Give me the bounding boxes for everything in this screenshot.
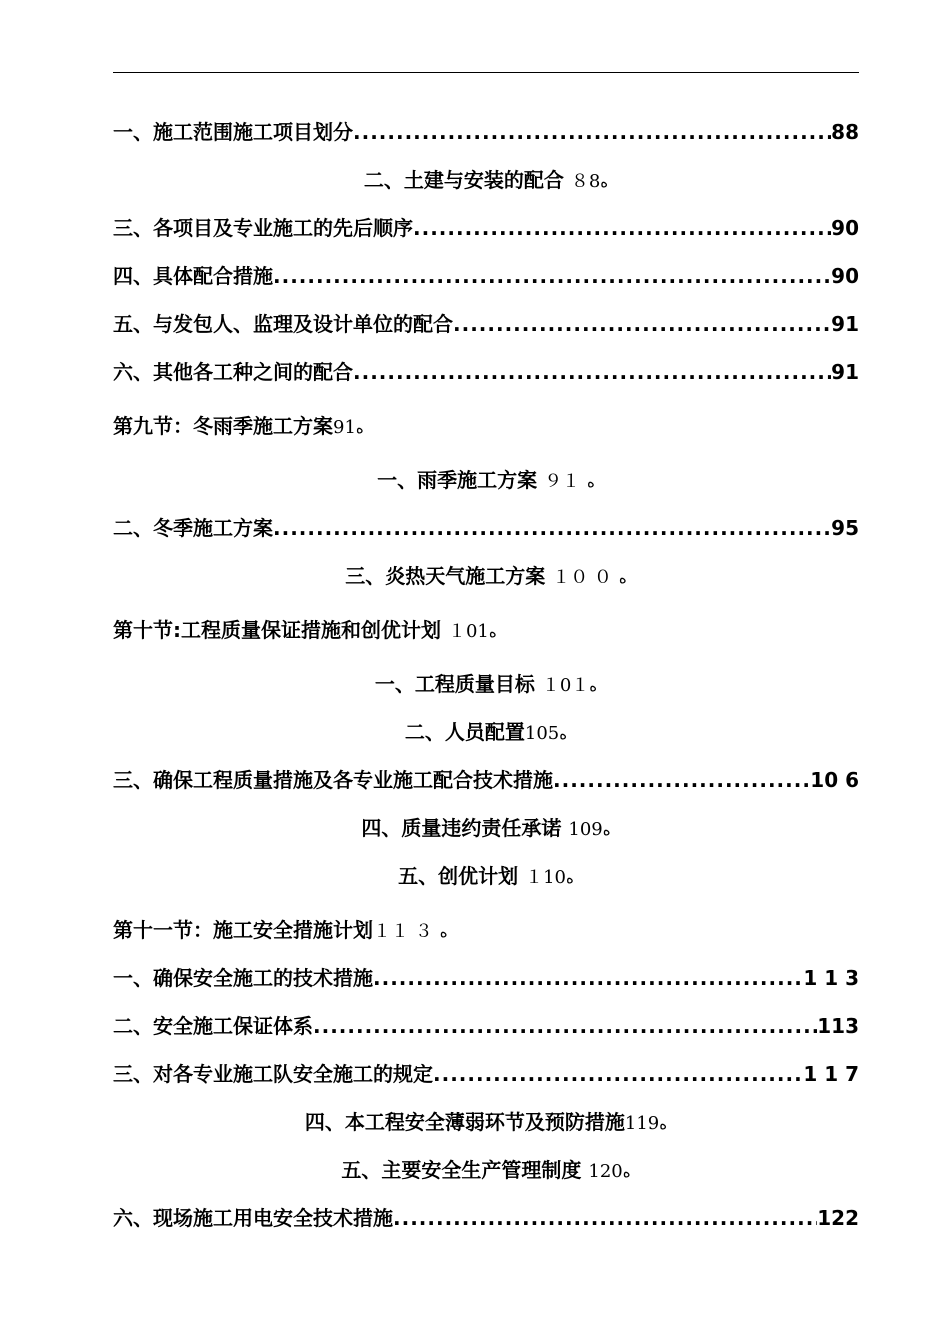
toc-entry-page: １01 bbox=[447, 621, 489, 642]
dot-leader bbox=[373, 966, 803, 990]
toc-entry-page: 95 bbox=[831, 516, 859, 540]
paragraph-mark: ه bbox=[602, 821, 611, 839]
toc-entry-title: 第十节:工程质量保证措施和创优计划 bbox=[113, 618, 441, 642]
toc-entry-title: 三、炎热天气施工方案 bbox=[345, 564, 546, 588]
dot-leader bbox=[553, 768, 810, 792]
toc-entry[interactable] bbox=[113, 120, 859, 144]
toc-entry-title: 四、质量违约责任承诺 bbox=[361, 816, 562, 840]
dot-leader bbox=[413, 216, 831, 240]
toc-entry[interactable] bbox=[113, 516, 859, 540]
toc-section-heading[interactable] bbox=[113, 618, 859, 642]
toc-entry-title: 二、冬季施工方案 bbox=[113, 516, 273, 540]
toc-entry-title: 四、具体配合措施 bbox=[113, 264, 273, 288]
dot-leader bbox=[273, 264, 831, 288]
toc-entry[interactable] bbox=[113, 468, 859, 492]
paragraph-mark: ه bbox=[488, 623, 497, 641]
toc-entry-page: 120 bbox=[588, 1161, 623, 1182]
paragraph-mark: ه bbox=[566, 869, 574, 887]
toc-entry-page: １10 bbox=[525, 867, 566, 888]
toc-entry-title: 二、土建与安装的配合 bbox=[363, 168, 564, 192]
toc-entry-title: 六、其他各工种之间的配合 bbox=[113, 360, 353, 384]
toc-entry[interactable] bbox=[113, 216, 859, 240]
paragraph-mark: ه bbox=[622, 1163, 631, 1181]
toc-entry-page: ８8 bbox=[570, 171, 601, 192]
toc-entry-title: 第十一节：施工安全措施计划 bbox=[113, 918, 373, 942]
toc-section-heading[interactable] bbox=[113, 918, 859, 942]
toc-entry[interactable] bbox=[113, 1206, 859, 1230]
toc-entry-title: 二、安全施工保证体系 bbox=[113, 1014, 313, 1038]
toc-entry-title: 三、对各专业施工队安全施工的规定 bbox=[113, 1062, 433, 1086]
toc-entry[interactable] bbox=[113, 1158, 859, 1182]
toc-entry[interactable] bbox=[113, 1014, 859, 1038]
toc-entry[interactable] bbox=[113, 966, 859, 990]
toc-entry-page: 1 1 3 bbox=[803, 966, 859, 990]
toc-entry-page: 109 bbox=[568, 819, 603, 840]
toc-entry-page: 119 bbox=[624, 1113, 660, 1134]
toc-entry-page: 113 bbox=[817, 1014, 859, 1038]
paragraph-mark: ه bbox=[589, 677, 598, 695]
toc-entry-page: 88 bbox=[831, 120, 859, 144]
dot-leader bbox=[393, 1206, 817, 1230]
dot-leader bbox=[433, 1062, 803, 1086]
header-rule bbox=[113, 72, 859, 73]
toc-entry-page: １0１ bbox=[541, 675, 590, 696]
toc-entry[interactable] bbox=[113, 1110, 859, 1134]
toc-entry-title: 五、创优计划 bbox=[398, 864, 519, 888]
toc-entry-page: 91 bbox=[333, 417, 356, 438]
toc-entry-page: １１ ３ bbox=[373, 921, 433, 942]
dot-leader bbox=[273, 516, 831, 540]
toc-entry-page: 122 bbox=[817, 1206, 859, 1230]
toc-entry[interactable] bbox=[113, 768, 859, 792]
toc-entry-page: 1 1 7 bbox=[803, 1062, 859, 1086]
toc-entry-page: 91 bbox=[831, 360, 859, 384]
dot-leader bbox=[313, 1014, 817, 1038]
toc-entry[interactable] bbox=[113, 312, 859, 336]
dot-leader bbox=[353, 360, 831, 384]
toc-entry-page: 90 bbox=[831, 264, 859, 288]
toc-entry-page: １０ ０ bbox=[552, 567, 612, 588]
toc-entry[interactable] bbox=[113, 564, 859, 588]
toc-entry-page: 90 bbox=[831, 216, 859, 240]
toc-entry-title: 一、工程质量目标 bbox=[374, 672, 535, 696]
toc-entry-title: 二、人员配置 bbox=[404, 720, 525, 744]
paragraph-mark: ه bbox=[355, 419, 364, 437]
toc-entry-page: ９１ bbox=[544, 471, 581, 492]
toc-entry-title: 五、与发包人、监理及设计单位的配合 bbox=[113, 312, 453, 336]
toc-entry-title: 五、主要安全生产管理制度 bbox=[341, 1158, 582, 1182]
toc-entry-title: 六、现场施工用电安全技术措施 bbox=[113, 1206, 393, 1230]
dot-leader bbox=[453, 312, 831, 336]
toc-entry-title: 第九节：冬雨季施工方案 bbox=[113, 414, 333, 438]
toc-section-heading[interactable] bbox=[113, 414, 859, 438]
toc-entry-title: 一、确保安全施工的技术措施 bbox=[113, 966, 373, 990]
toc-entry[interactable] bbox=[113, 1062, 859, 1086]
paragraph-mark: ه bbox=[439, 923, 448, 941]
toc-entry-title: 一、雨季施工方案 bbox=[377, 468, 538, 492]
toc-entry[interactable] bbox=[113, 720, 859, 744]
toc-entry[interactable] bbox=[113, 168, 859, 192]
table-of-contents bbox=[113, 120, 859, 1254]
toc-entry-page: 91 bbox=[831, 312, 859, 336]
toc-entry-title: 三、确保工程质量措施及各专业施工配合技术措施 bbox=[113, 768, 553, 792]
paragraph-mark: ه bbox=[600, 173, 609, 191]
toc-entry-page: 105 bbox=[524, 723, 560, 744]
dot-leader bbox=[353, 120, 831, 144]
toc-entry-title: 三、各项目及专业施工的先后顺序 bbox=[113, 216, 413, 240]
toc-entry[interactable] bbox=[113, 816, 859, 840]
toc-entry[interactable] bbox=[113, 264, 859, 288]
toc-entry-page: 10 6 bbox=[810, 768, 859, 792]
toc-entry[interactable] bbox=[113, 672, 859, 696]
paragraph-mark: ه bbox=[559, 725, 568, 743]
toc-entry[interactable] bbox=[113, 360, 859, 384]
toc-entry-title: 四、本工程安全薄弱环节及预防措施 bbox=[304, 1110, 625, 1134]
toc-entry[interactable] bbox=[113, 864, 859, 888]
paragraph-mark: ه bbox=[587, 473, 595, 491]
paragraph-mark: ه bbox=[659, 1115, 668, 1133]
paragraph-mark: ه bbox=[618, 569, 627, 587]
toc-entry-title: 一、施工范围施工项目划分 bbox=[113, 120, 353, 144]
